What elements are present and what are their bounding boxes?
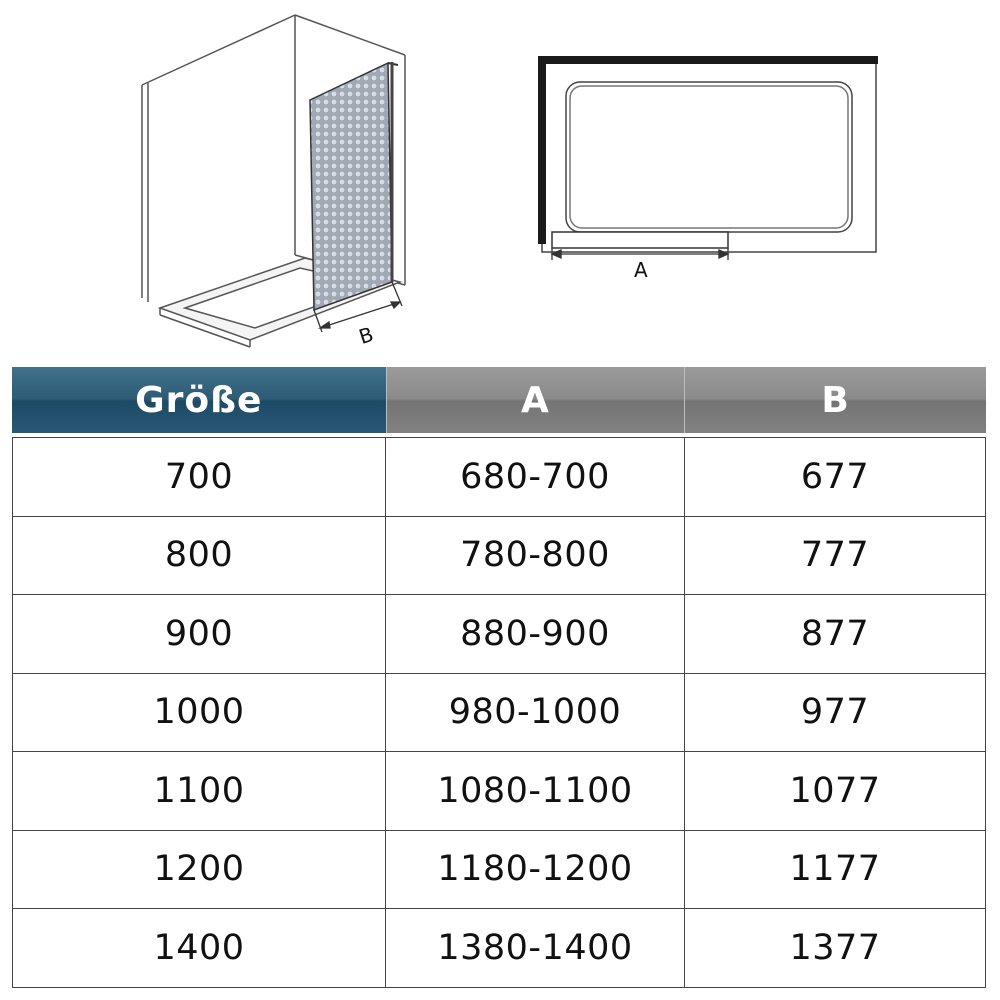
cell-b: 977: [684, 674, 985, 752]
table-row: [13, 438, 985, 517]
cell-size: 1200: [153, 849, 245, 890]
shower-top-view-drawing: [530, 50, 890, 290]
glass-panel: [310, 62, 398, 310]
dimension-b-label: B: [355, 321, 377, 350]
header-size: Größe: [12, 367, 386, 433]
cell-a: 880-900: [385, 595, 684, 673]
cell-a: 1080-1100: [385, 752, 684, 830]
tray-outline: [542, 60, 876, 252]
cell-size: 1100: [153, 770, 245, 811]
header-a: A: [386, 367, 685, 433]
size-table: [12, 367, 986, 988]
cell-size: 700: [164, 456, 234, 497]
table-row: [13, 752, 985, 831]
cell-a: 680-700: [385, 438, 684, 516]
cell-b: 1077: [684, 752, 985, 830]
cell-b: 1177: [684, 831, 985, 909]
cell-b: 1377: [684, 909, 985, 987]
table-header: [12, 367, 986, 433]
cell-a: 980-1000: [385, 674, 684, 752]
cell-size: 800: [164, 535, 234, 576]
table-row: [13, 674, 985, 753]
cell-a: 780-800: [385, 517, 684, 595]
cell-a: 1380-1400: [385, 909, 684, 987]
table-row: [13, 909, 985, 988]
cell-size: 1400: [153, 927, 245, 968]
cell-b: 777: [684, 517, 985, 595]
cell-b: 877: [684, 595, 985, 673]
table-row: [13, 517, 985, 596]
table-row: [13, 595, 985, 674]
glass-panel-top: [552, 232, 728, 248]
shower-3d-drawing: [130, 10, 430, 350]
table-body: [12, 437, 986, 988]
cell-size: 900: [164, 613, 234, 654]
cell-b: 677: [684, 438, 985, 516]
table-row: [13, 831, 985, 910]
cell-a: 1180-1200: [385, 831, 684, 909]
header-b: B: [684, 367, 986, 433]
dimension-a-label: A: [634, 258, 648, 282]
cell-size: 1000: [153, 692, 245, 733]
